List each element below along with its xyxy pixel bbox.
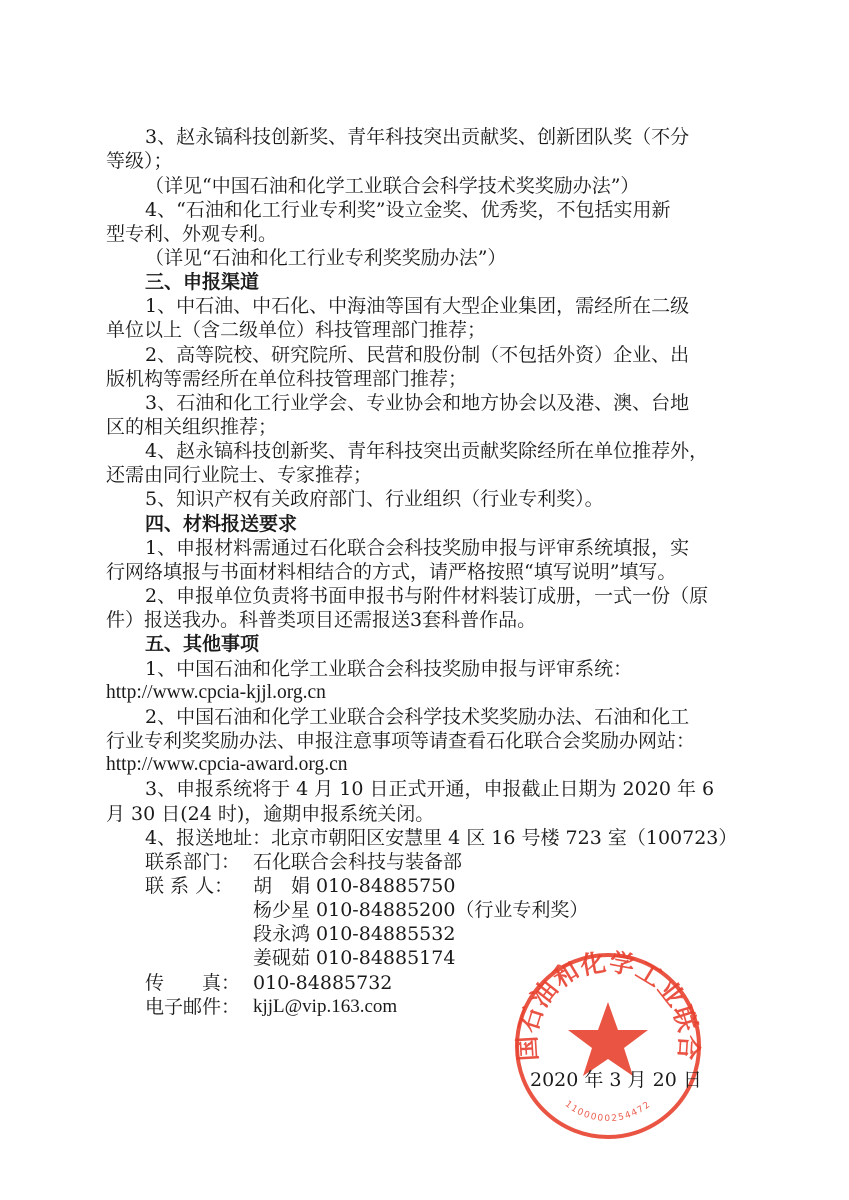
contact-dept-value: 石化联合会科技与装备部	[253, 851, 463, 873]
official-seal	[512, 950, 704, 1142]
paragraph: 4、“石油和化工行业专利奖”设立金奖、优秀奖，不包括实用新	[145, 199, 671, 221]
paragraph: 1、中石油、中石化、中海油等国有大型企业集团，需经所在二级	[145, 295, 690, 317]
contact-fax-label: 传 真：	[145, 972, 241, 994]
paragraph: 等级）；	[106, 150, 173, 172]
paragraph: 行网络填报与书面材料相结合的方式，请严格按照“填写说明”填写。	[106, 561, 677, 583]
paragraph: 3、申报系统将于 4 月 10 日正式开通，申报截止日期为 2020 年 6	[145, 778, 715, 800]
paragraph: 3、石油和化工行业学会、专业协会和地方协会以及港、澳、台地	[145, 392, 690, 414]
section-heading: 三、申报渠道	[145, 271, 260, 293]
paragraph: 单位以上（含二级单位）科技管理部门推荐；	[106, 319, 487, 341]
paragraph: （详见“中国石油和化学工业联合会科学技术奖奖励办法”）	[145, 175, 640, 197]
contact-email-label: 电子邮件：	[145, 996, 241, 1018]
paragraph: 2、中国石油和化学工业联合会科学技术奖奖励办法、石油和化工	[145, 706, 690, 728]
contact-email-value[interactable]: kjjL@vip.163.com	[253, 996, 398, 1017]
paragraph: 件）报送我办。科普类项目还需报送3套科普作品。	[106, 609, 537, 631]
document-date: 2020 年 3 月 20 日	[530, 1069, 702, 1091]
seal-org-text: 国石油和化学工业联合	[512, 950, 704, 1062]
contact-dept-label: 联系部门：	[145, 851, 241, 873]
contact-person: 姜砚茹 010-84885174	[253, 947, 456, 969]
star-icon	[568, 1002, 648, 1076]
paragraph: 2、申报单位负责将书面申报书与附件材料装订成册，一式一份（原	[145, 585, 709, 607]
paragraph: 4、赵永镐科技创新奖、青年科技突出贡献奖除经所在单位推荐外，	[145, 440, 709, 462]
svg-text:1100000254472	[563, 1099, 653, 1124]
contact-person: 段永鸿 010-84885532	[253, 923, 456, 945]
paragraph: 1、申报材料需通过石化联合会科技奖励申报与评审系统填报，实	[145, 537, 690, 559]
paragraph: 3、赵永镐科技创新奖、青年科技突出贡献奖、创新团队奖（不分	[145, 126, 690, 148]
paragraph: 4、报送地址：北京市朝阳区安慧里 4 区 16 号楼 723 室（100723）	[145, 827, 738, 849]
section-heading: 五、其他事项	[145, 633, 260, 655]
paragraph: 区的相关组织推荐；	[106, 416, 278, 438]
paragraph: 型专利、外观专利。	[106, 223, 278, 245]
paragraph: 5、知识产权有关政府部门、行业组织（行业专利奖）。	[145, 488, 604, 510]
link-award[interactable]: http://www.cpcia-award.org.cn	[106, 754, 348, 775]
paragraph: 1、中国石油和化学工业联合会科技奖励申报与评审系统：	[145, 658, 633, 680]
paragraph: 2、高等院校、研究院所、民营和股份制（不包括外资）企业、出	[145, 344, 690, 366]
contact-person: 杨少星 010-84885200（行业专利奖）	[253, 899, 589, 921]
paragraph: （详见“石油和化工行业专利奖奖励办法”）	[145, 247, 507, 269]
paragraph: 版机构等需经所在单位科技管理部门推荐；	[106, 368, 468, 390]
contact-person-label: 联 系 人：	[145, 875, 234, 897]
paragraph: 还需由同行业院士、专家推荐；	[106, 464, 373, 486]
seal-graphic	[512, 950, 704, 1142]
seal-code-text: 1100000254472	[562, 1099, 654, 1125]
link-kjjl[interactable]: http://www.cpcia-kjjl.org.cn	[106, 682, 326, 703]
paragraph: 行业专利奖奖励办法、申报注意事项等请查看石化联合会奖励办网站：	[106, 730, 696, 752]
section-heading: 四、材料报送要求	[145, 513, 298, 535]
contact-fax-value: 010-84885732	[253, 972, 393, 994]
paragraph: 月 30 日(24 时)，逾期申报系统关闭。	[106, 803, 435, 825]
contact-person: 胡 娟 010-84885750	[253, 875, 456, 897]
